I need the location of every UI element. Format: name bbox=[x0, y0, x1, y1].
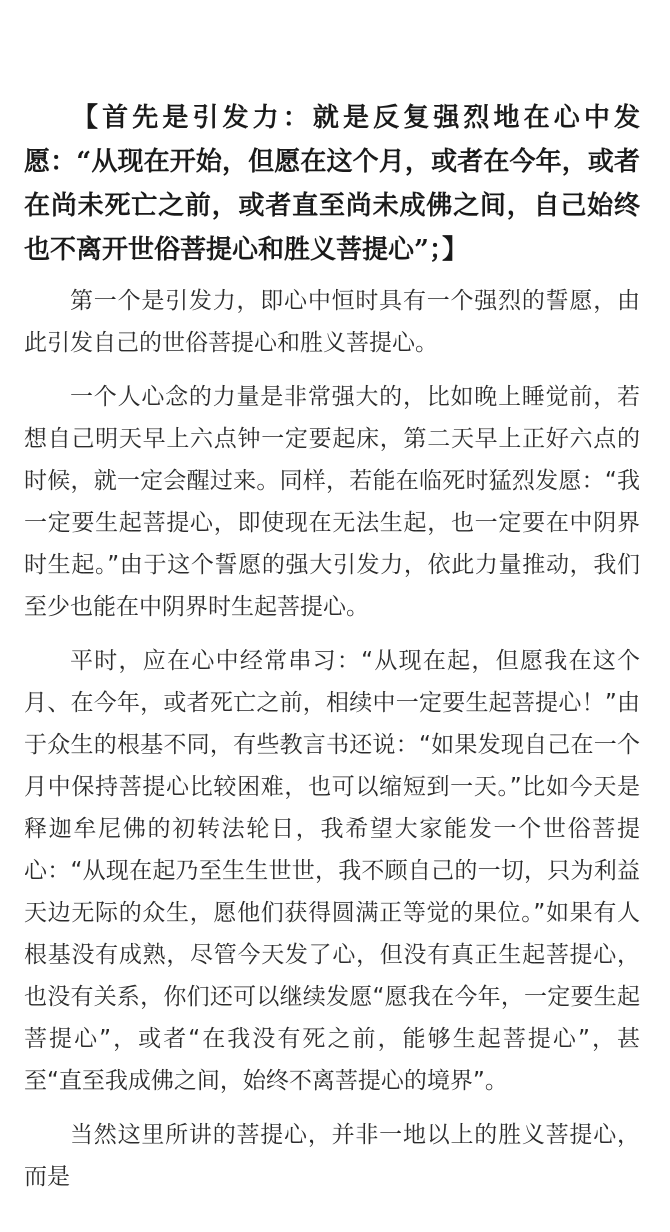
section-heading: 【首先是引发力：就是反复强烈地在心中发愿：“从现在开始，但愿在这个月，或者在今年，或者在尚未死亡之前，或者直至尚未成佛之间，自己始终也不离开世俗菩提心和胜义菩提心”；】 bbox=[24, 103, 640, 265]
paragraph-2: 一个人心念的力量是非常强大的，比如晚上睡觉前，若想自己明天早上六点钟一定要起床，第二天早上正好六点的时候，就一定会醒过来。同样，若能在临死时猛烈发愿：“我一定要生起菩提心，即使现在无法生起，也一定要在中阴界时生起。”由于这个誓愿的强大引发力，依此力量推动，我们至少也能在中阴界时生起菩提心。 bbox=[24, 384, 640, 620]
article-body bbox=[24, 96, 640, 1210]
paragraph-1: 第一个是引发力，即心中恒时具有一个强烈的誓愿，由此引发自己的世俗菩提心和胜义菩提心。 bbox=[24, 288, 640, 356]
paragraph-3: 平时，应在心中经常串习：“从现在起，但愿我在这个月、在今年，或者死亡之前，相续中一定要生起菩提心！”由于众生的根基不同，有些教言书还说：“如果发现自己在一个月中保持菩提心比较困难，也可以缩短到一天。”比如今天是释迦牟尼佛的初转法轮日，我希望大家能发一个世俗菩提心：“从现在起乃至生生世世，我不顾自己的一切，只为利益天边无际的众生，愿他们获得圆满正等觉的果位。”如果有人根基没有成熟，尽管今天发了心，但没有真正生起菩提心，也没有关系，你们还可以继续发愿“愿我在今年，一定要生起菩提心”，或者“在我没有死之前，能够生起菩提心”，甚至“直至我成佛之间，始终不离菩提心的境界”。 bbox=[24, 648, 640, 1094]
paragraph-4: 当然这里所讲的菩提心，并非一地以上的胜义菩提心，而是 bbox=[24, 1122, 640, 1190]
